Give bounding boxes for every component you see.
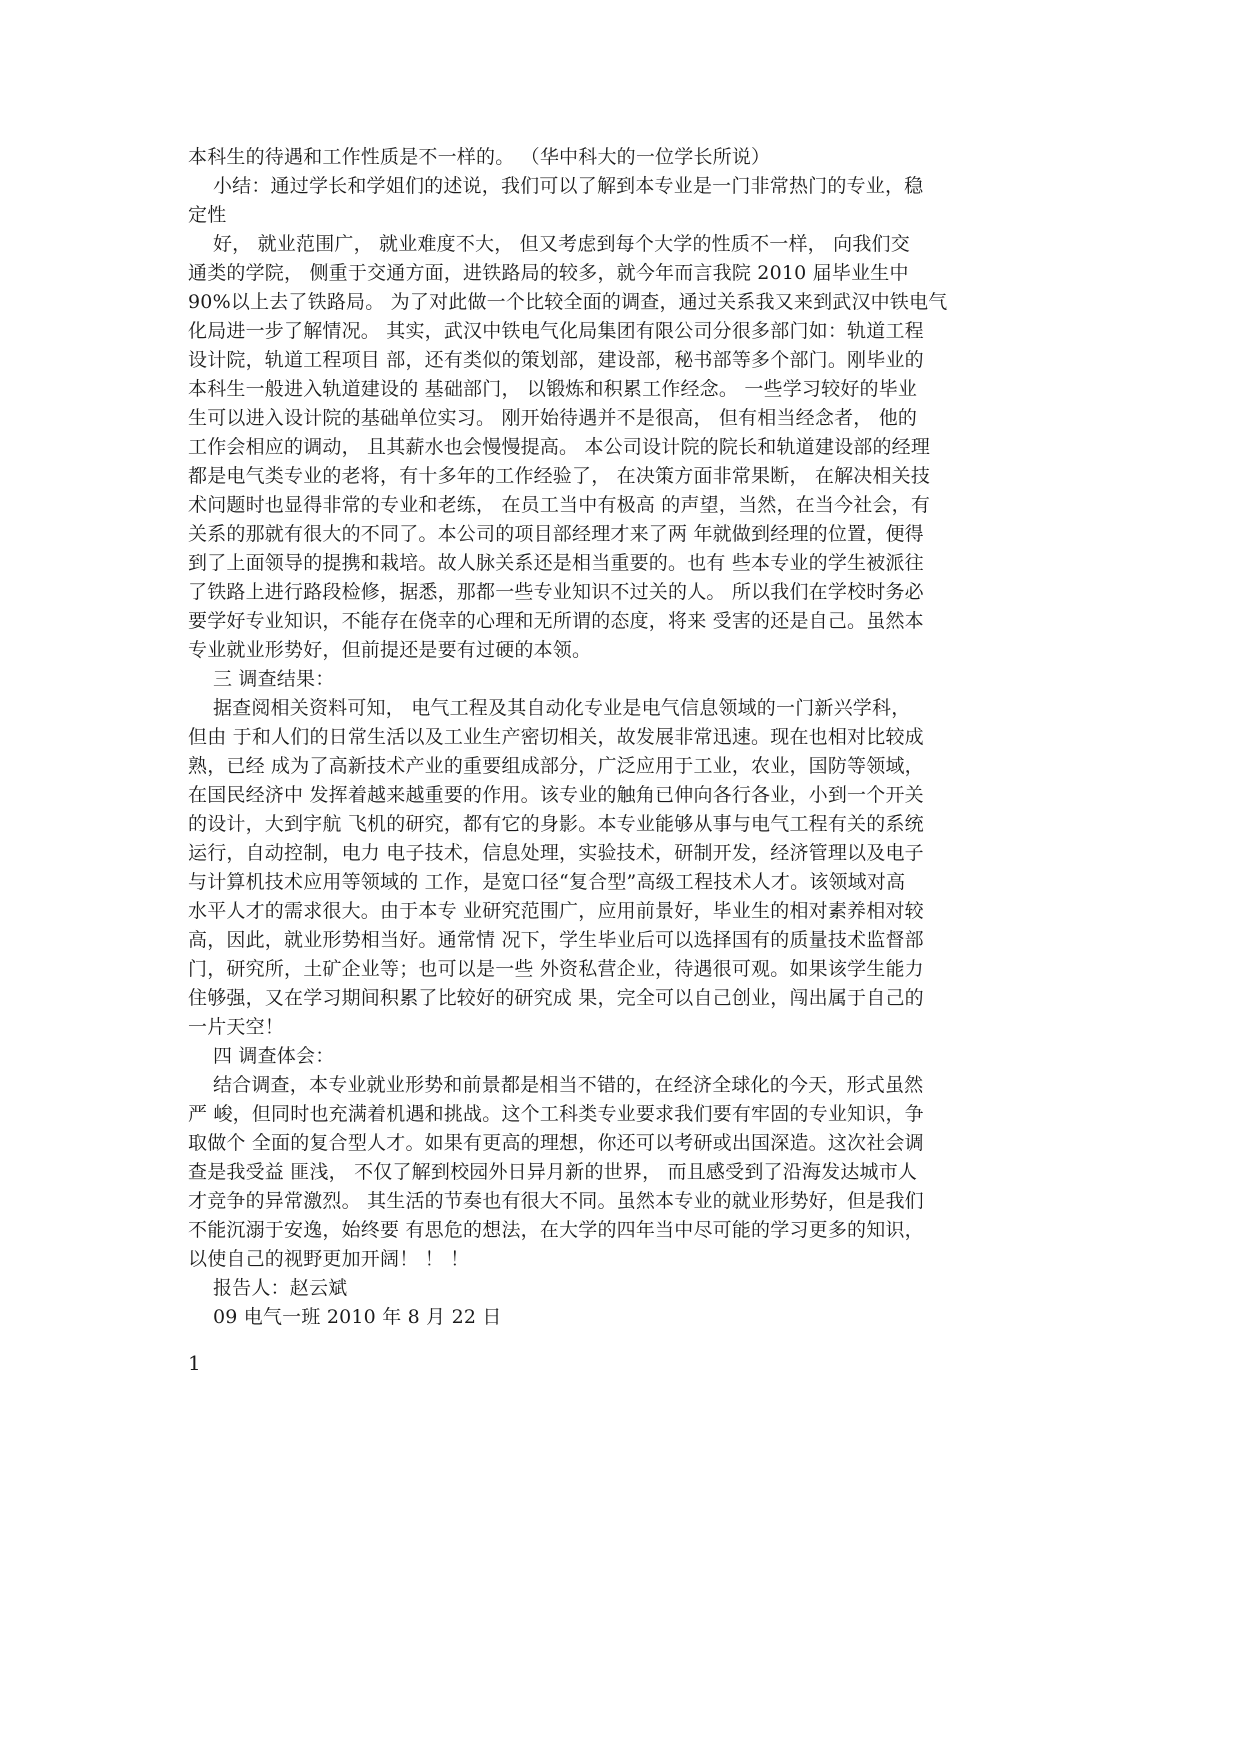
- text-line: 本科生的待遇和工作性质是不一样的。 （华中科大的一位学长所说）: [188, 146, 771, 168]
- text-line: 了铁路上进行路段检修，据悉，那都一些专业知识不过关的人。 所以我们在学校时务必: [188, 581, 924, 603]
- text-line: 运行，自动控制，电力 电子技术，信息处理，实验技术，研制开发，经济管理以及电子: [188, 842, 924, 864]
- date-line: 09 电气一班 2010 年 8 月 22 日: [188, 1306, 502, 1328]
- text-line: 生可以进入设计院的基础单位实习。 刚开始待遇并不是很高， 但有相当经念者， 他的: [188, 407, 918, 429]
- section-heading: 四 调查体会：: [188, 1045, 335, 1067]
- text-line: 但由 于和人们的日常生活以及工业生产密切相关，故发展非常迅速。现在也相对比较成: [188, 726, 924, 748]
- text-line: 严 峻，但同时也充满着机遇和挑战。这个工科类专业要求我们要有牢固的专业知识，争: [188, 1103, 924, 1125]
- text-line: 专业就业形势好，但前提还是要有过硬的本领。: [188, 639, 592, 661]
- text-line: 在国民经济中 发挥着越来越重要的作用。该专业的触角已伸向各行各业，小到一个开关: [188, 784, 924, 806]
- text-line: 才竞争的异常激烈。 其生活的节奏也有很大不同。虽然本专业的就业形势好，但是我们: [188, 1190, 924, 1212]
- section-heading: 三 调查结果：: [188, 668, 335, 690]
- text-line: 要学好专业知识，不能存在侥幸的心理和无所谓的态度，将来 受害的还是自己。虽然本: [188, 610, 924, 632]
- text-line: 住够强，又在学习期间积累了比较好的研究成 果，完全可以自己创业，闯出属于自己的: [188, 987, 924, 1009]
- text-line: 设计院，轨道工程项目 部，还有类似的策划部，建设部，秘书部等多个部门。刚毕业的: [188, 349, 924, 371]
- text-line: 不能沉溺于安逸，始终要 有思危的想法，在大学的四年当中尽可能的学习更多的知识，: [188, 1219, 924, 1241]
- text-line: 术问题时也显得非常的专业和老练， 在员工当中有极高 的声望，当然，在当今社会，有: [188, 494, 931, 516]
- text-line: 本科生一般进入轨道建设的 基础部门， 以锻炼和积累工作经念。 一些学习较好的毕业: [188, 378, 918, 400]
- text-line: 门，研究所，土矿企业等；也可以是一些 外资私营企业，待遇很可观。如果该学生能力: [188, 958, 924, 980]
- text-line: 结合调查，本专业就业形势和前景都是相当不错的，在经济全球化的今天，形式虽然: [188, 1074, 924, 1096]
- text-line: 通类的学院， 侧重于交通方面，进铁路局的较多，就今年而言我院 2010 届毕业生中: [188, 262, 909, 284]
- text-line: 熟，已经 成为了高新技术产业的重要组成部分，广泛应用于工业，农业，国防等领域，: [188, 755, 924, 777]
- text-line: 与计算机技术应用等领域的 工作，是宽口径“复合型”高级工程技术人才。该领域对高: [188, 871, 906, 893]
- text-line: 都是电气类专业的老将，有十多年的工作经验了， 在决策方面非常果断， 在解决相关技: [188, 465, 931, 487]
- text-line: 工作会相应的调动， 且其薪水也会慢慢提高。 本公司设计院的院长和轨道建设部的经理: [188, 436, 931, 458]
- text-line: 以使自己的视野更加开阔！ ！ ！: [188, 1248, 470, 1270]
- text-line: 90%以上去了铁路局。 为了对此做一个比较全面的调查，通过关系我又来到武汉中铁电气: [188, 291, 948, 313]
- text-line: 化局进一步了解情况。 其实，武汉中铁电气化局集团有限公司分很多部门如：轨道工程: [188, 320, 924, 342]
- text-line: 水平人才的需求很大。由于本专 业研究范围广，应用前景好，毕业生的相对素养相对较: [188, 900, 924, 922]
- text-line: 定性: [188, 204, 227, 226]
- text-line: 一片天空！: [188, 1016, 285, 1038]
- page-number: 1: [188, 1351, 201, 1375]
- text-line: 好， 就业范围广， 就业难度不大， 但又考虑到每个大学的性质不一样， 向我们交: [188, 233, 910, 255]
- text-line: 取做个 全面的复合型人才。如果有更高的理想，你还可以考研或出国深造。这次社会调: [188, 1132, 924, 1154]
- text-line: 关系的那就有很大的不同了。本公司的项目部经理才来了两 年就做到经理的位置，便得: [188, 523, 924, 545]
- text-line: 据查阅相关资料可知， 电气工程及其自动化专业是电气信息领域的一门新兴学科，: [188, 697, 911, 719]
- text-line: 查是我受益 匪浅， 不仅了解到校园外日异月新的世界， 而且感受到了沿海发达城市人: [188, 1161, 918, 1183]
- text-line: 小结：通过学长和学姐们的述说，我们可以了解到本专业是一门非常热门的专业，稳: [188, 175, 924, 197]
- text-line: 到了上面领导的提携和栽培。故人脉关系还是相当重要的。也有 些本专业的学生被派往: [188, 552, 924, 574]
- text-line: 高，因此，就业形势相当好。通常情 况下，学生毕业后可以选择国有的质量技术监督部: [188, 929, 924, 951]
- reporter-line: 报告人：赵云斌: [188, 1277, 348, 1299]
- text-line: 的设计，大到宇航 飞机的研究，都有它的身影。本专业能够从事与电气工程有关的系统: [188, 813, 924, 835]
